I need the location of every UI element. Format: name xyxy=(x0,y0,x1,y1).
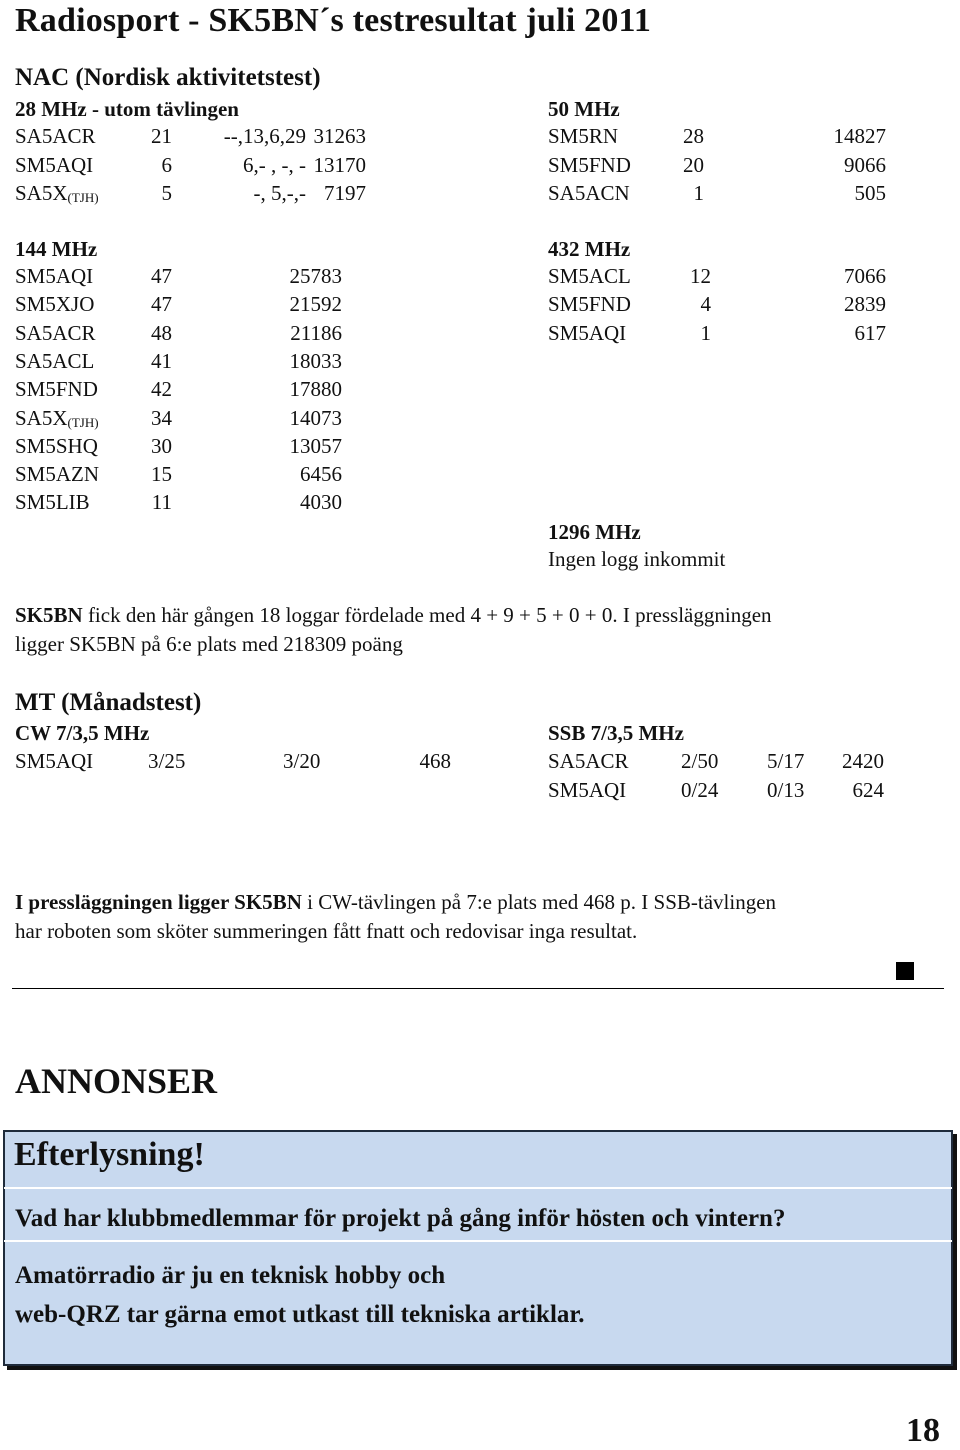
mt-summary-bold: I pressläggningen ligger SK5BN xyxy=(15,890,302,914)
qso-count: 41 xyxy=(151,348,172,373)
qso-count: 34 xyxy=(151,405,172,430)
qso-count: 42 xyxy=(151,377,172,402)
callsign: SA5ACN xyxy=(548,181,630,205)
qso-count: 20 xyxy=(683,152,704,177)
points: 2839 xyxy=(844,292,886,317)
points: 624 xyxy=(852,777,884,802)
nac-summary-club: SK5BN xyxy=(15,603,83,627)
callsign: SM5AQI xyxy=(15,264,94,288)
points: 9066 xyxy=(844,152,886,177)
qso-count: 30 xyxy=(151,433,172,458)
callsign: SM5RN xyxy=(548,124,619,148)
qso-count: 21 xyxy=(151,124,172,148)
ad-box-title: Efterlysning! xyxy=(14,1136,205,1173)
band-1296-label: 1296 MHz xyxy=(548,520,641,544)
mt-summary-rest: i CW-tävlingen på 7:e plats med 468 p. I SSB-tävlingen xyxy=(301,890,777,914)
qso-count: 15 xyxy=(151,462,172,487)
page-title: Radiosport - SK5BN´s testresultat juli 2011 xyxy=(15,2,652,39)
qso-count: 1 xyxy=(700,320,711,345)
callsign: SA5X(TJH) xyxy=(15,405,99,430)
band-144-label: 144 MHz xyxy=(15,237,98,261)
points: 25783 xyxy=(289,264,342,288)
nac-heading: NAC (Nordisk aktivitetstest) xyxy=(15,64,321,91)
points: 7066 xyxy=(844,264,886,288)
points: 468 xyxy=(419,749,451,773)
points: 14827 xyxy=(833,124,886,148)
round-detail: 6,- , -, - xyxy=(243,152,306,177)
callsign: SM5AZN xyxy=(15,462,100,487)
mt-summary-line2: har roboten som sköter summeringen fått fnatt och redovisar inga resultat. xyxy=(15,919,638,943)
ad-box-separator xyxy=(4,1240,952,1242)
band-1296-note: Ingen logg inkommit xyxy=(548,547,726,571)
points: 617 xyxy=(854,320,886,345)
round-detail: --,13,6,29 xyxy=(223,124,306,148)
page-number: 18 xyxy=(906,1412,940,1449)
callsign: SM5AQI xyxy=(15,749,94,773)
qso-count: 4 xyxy=(700,292,711,317)
points: 14073 xyxy=(289,405,342,430)
band-50-label: 50 MHz xyxy=(548,97,620,121)
band-432-label: 432 MHz xyxy=(548,237,631,261)
cw-round-3mhz: 3/20 xyxy=(283,749,321,773)
band-28-label: 28 MHz - utom tävlingen xyxy=(15,97,239,121)
mt-heading: MT (Månadstest) xyxy=(15,689,202,716)
round-detail: -, 5,-,- xyxy=(253,181,306,205)
callsign: SM5FND xyxy=(15,377,98,402)
ad-line-3: web-QRZ tar gärna emot utkast till tekniska artiklar. xyxy=(15,1301,585,1328)
points: 18033 xyxy=(289,348,342,373)
ssb-round-7mhz: 0/24 xyxy=(681,777,719,802)
points: 13057 xyxy=(289,433,342,458)
cw-round-7mhz: 3/25 xyxy=(148,749,186,773)
callsign: SM5AQI xyxy=(548,777,627,802)
qso-count: 47 xyxy=(151,264,172,288)
callsign-suffix: (TJH) xyxy=(67,414,99,430)
callsign: SA5ACR xyxy=(15,320,96,345)
points: 13170 xyxy=(313,152,366,177)
points: 2420 xyxy=(842,749,884,773)
callsign: SA5ACR xyxy=(548,749,629,773)
callsign: SA5X(TJH) xyxy=(15,181,99,205)
section-divider xyxy=(12,988,944,989)
qso-count: 28 xyxy=(683,124,704,148)
callsign: SM5AQI xyxy=(15,152,94,177)
callsign: SA5ACL xyxy=(15,348,95,373)
nac-summary-text: fick den här gången 18 loggar fördelade med 4 + 9 + 5 + 0 + 0. I pressläggningen xyxy=(82,603,772,627)
points: 21592 xyxy=(289,292,342,317)
callsign: SM5FND xyxy=(548,292,631,317)
points: 4030 xyxy=(300,490,342,515)
ad-line-1: Vad har klubbmedlemmar för projekt på gång inför hösten och vintern? xyxy=(15,1205,786,1232)
annonser-heading: ANNONSER xyxy=(15,1061,218,1101)
ad-line-2: Amatörradio är ju en teknisk hobby och xyxy=(15,1262,446,1289)
qso-count: 48 xyxy=(151,320,172,345)
callsign: SM5SHQ xyxy=(15,433,98,458)
ad-box-separator xyxy=(4,1187,952,1189)
ssb-round-7mhz: 2/50 xyxy=(681,749,719,773)
qso-count: 12 xyxy=(690,264,711,288)
mt-summary-line1 xyxy=(15,890,776,915)
points: 7197 xyxy=(324,181,366,205)
ssb-round-3mhz: 5/17 xyxy=(767,749,805,773)
mt-cw-label: CW 7/3,5 MHz xyxy=(15,721,150,745)
qso-count: 5 xyxy=(161,181,172,205)
callsign: SM5XJO xyxy=(15,292,95,317)
callsign: SM5AQI xyxy=(548,320,627,345)
points: 6456 xyxy=(300,462,342,487)
points: 21186 xyxy=(290,320,342,345)
nac-summary-line1 xyxy=(15,603,772,628)
qso-count: 6 xyxy=(161,152,172,177)
points: 505 xyxy=(854,181,886,205)
points: 17880 xyxy=(289,377,342,402)
mt-ssb-label: SSB 7/3,5 MHz xyxy=(548,721,684,745)
ssb-round-3mhz: 0/13 xyxy=(767,777,805,802)
nac-summary-line2: ligger SK5BN på 6:e plats med 218309 poäng xyxy=(15,632,403,656)
qso-count: 1 xyxy=(693,181,704,205)
callsign-suffix: (TJH) xyxy=(67,190,99,205)
callsign: SM5LIB xyxy=(15,490,90,515)
points: 31263 xyxy=(313,124,366,148)
callsign: SM5ACL xyxy=(548,264,631,288)
callsign: SM5FND xyxy=(548,152,631,177)
callsign: SA5ACR xyxy=(15,124,96,148)
end-of-article-square xyxy=(896,962,914,980)
qso-count: 47 xyxy=(151,292,172,317)
qso-count: 11 xyxy=(151,490,172,515)
